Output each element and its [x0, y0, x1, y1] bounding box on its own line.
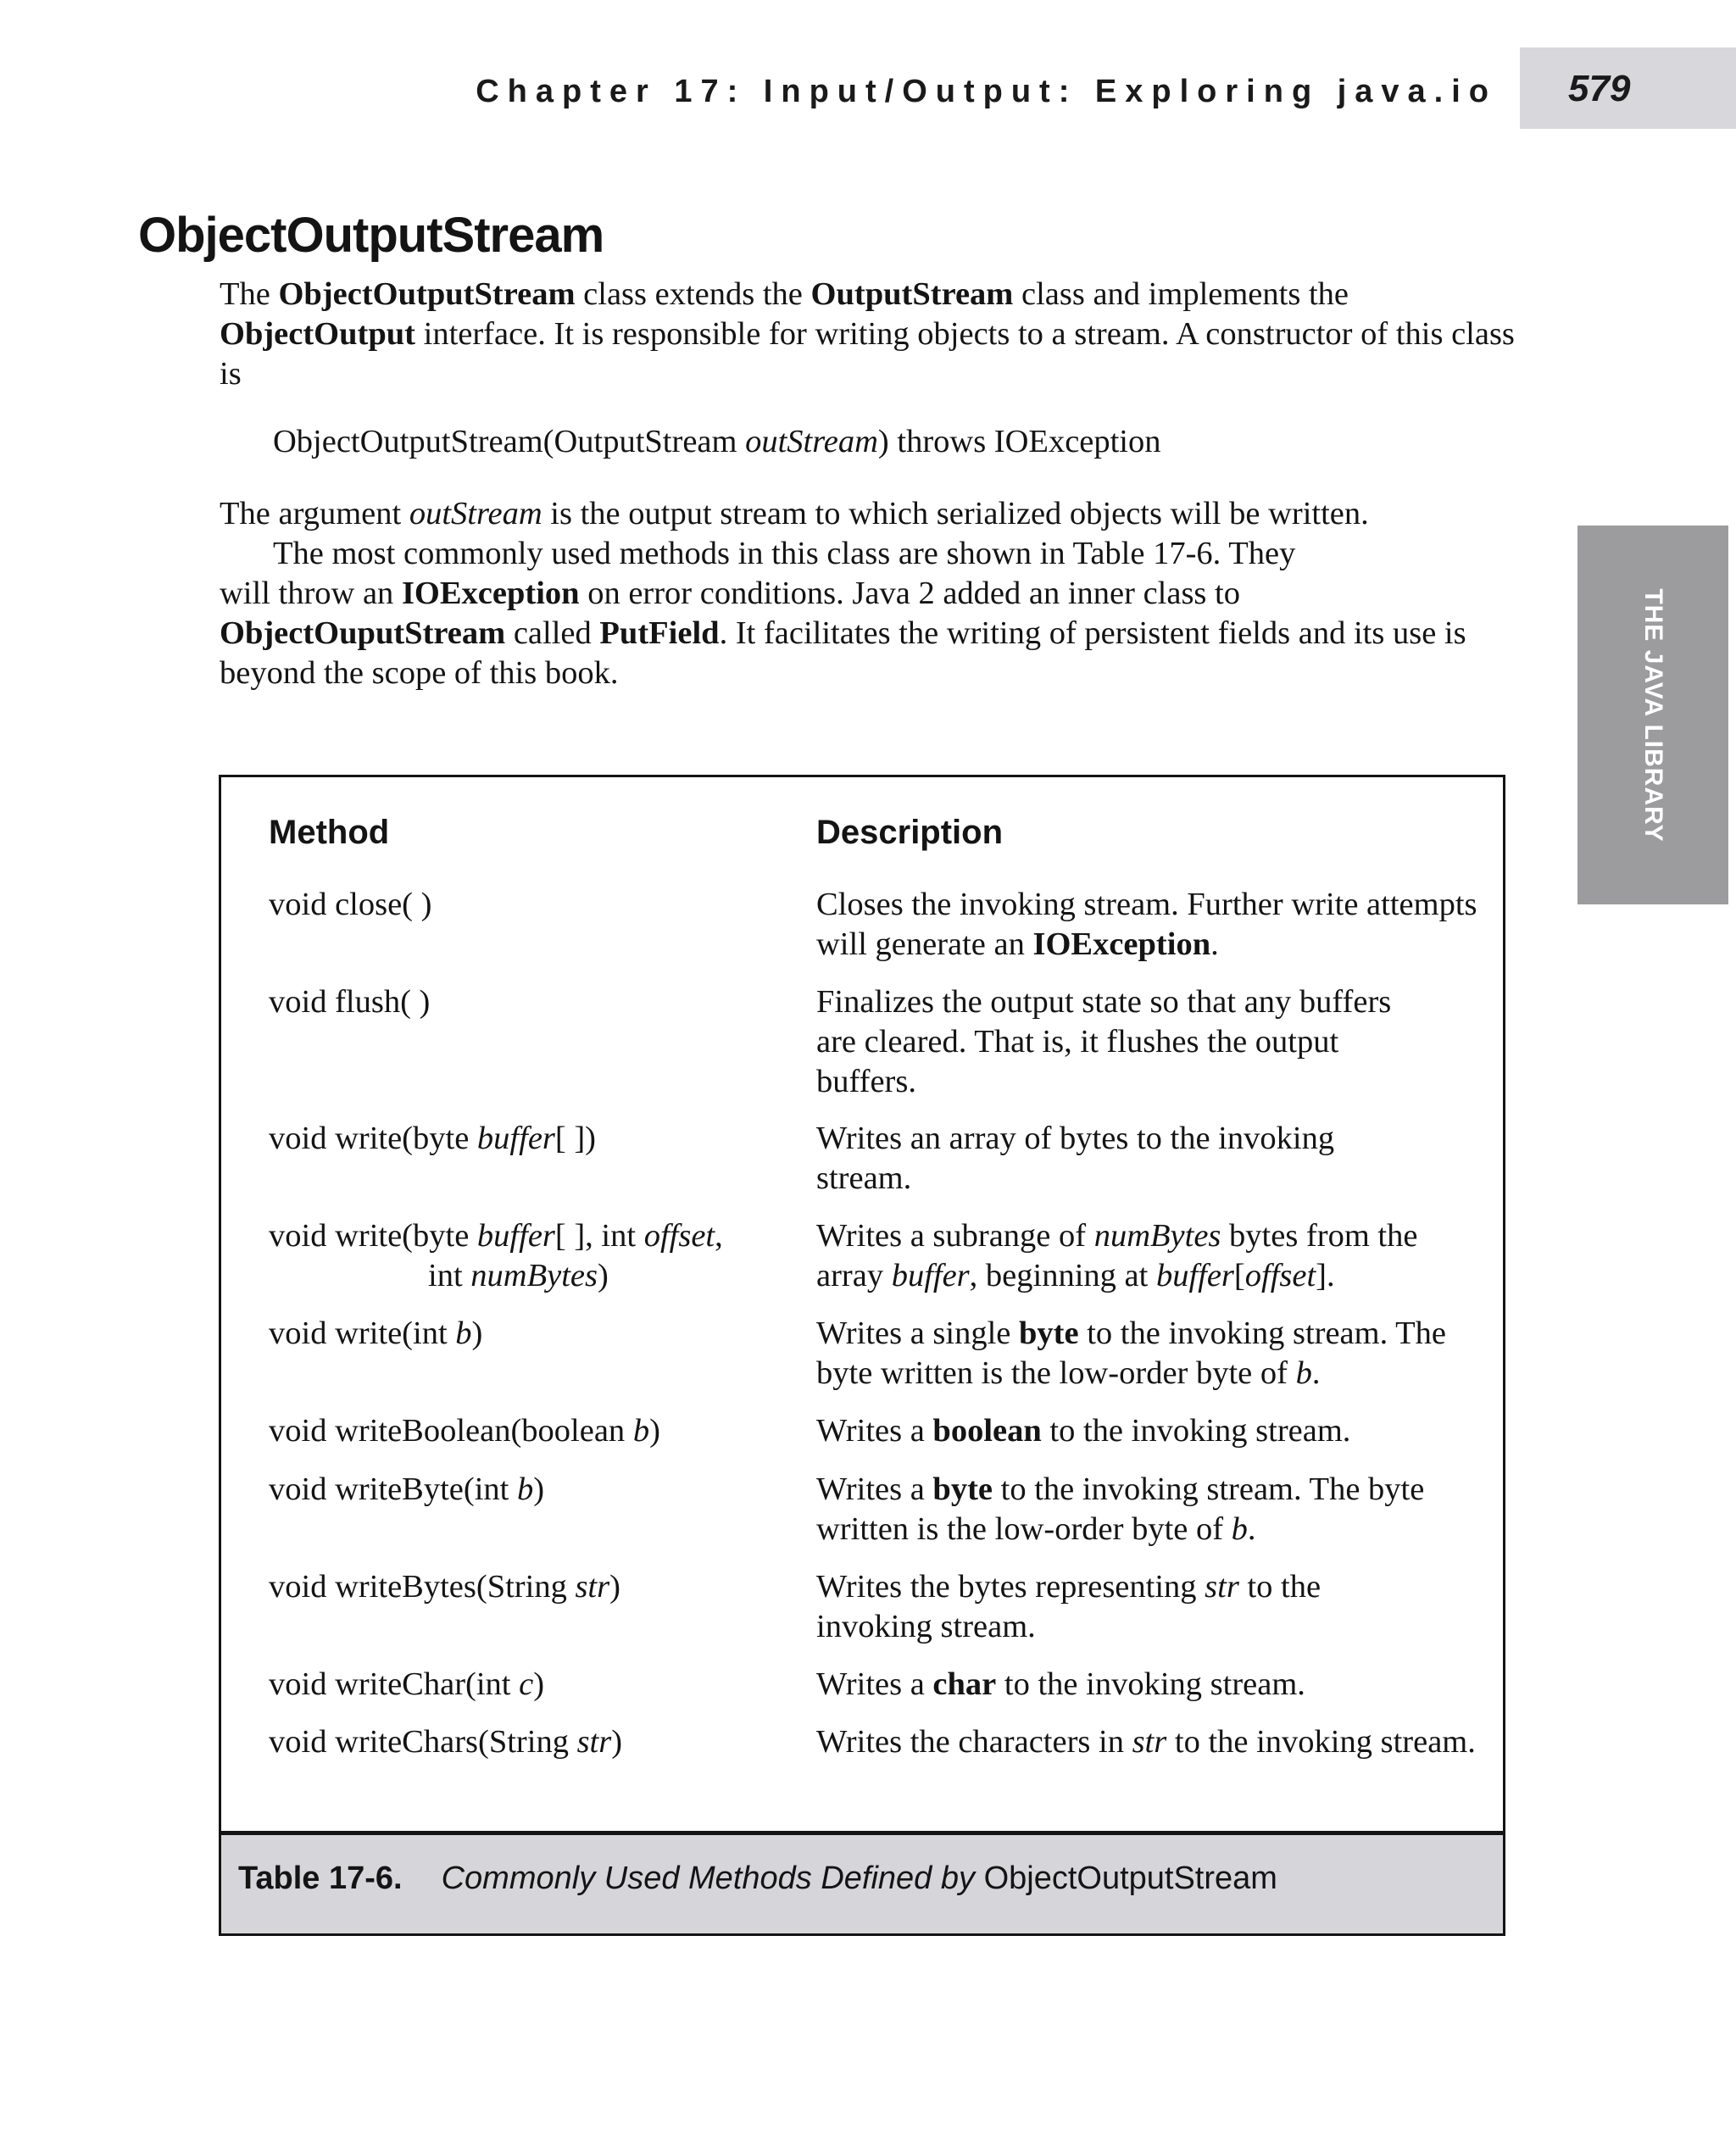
text-run: int: [428, 1258, 471, 1293]
text-run: void write(int: [269, 1316, 456, 1351]
method-write-buffer: [269, 1119, 794, 1159]
text-run: Writes a: [816, 1666, 933, 1702]
text-run: Closes the invoking stream. Further write attempts will generate an: [816, 887, 1477, 962]
text-run: void write(byte: [269, 1218, 477, 1254]
text-run: ): [533, 1666, 545, 1702]
text-run: interface. It is responsible for writing objects to a stream. A constructor of this class is: [220, 316, 1515, 392]
constructor-signature: [273, 422, 1570, 462]
text-run: void flush( ): [269, 984, 431, 1020]
description-flush: [816, 982, 1435, 1102]
text-run: ): [649, 1413, 660, 1449]
caption-body: Commonly Used Methods Defined by: [441, 1861, 984, 1896]
text-run: void write(byte: [269, 1121, 477, 1156]
text-run: ].: [1316, 1258, 1335, 1293]
text-run: ObjectOutputStream(OutputStream: [273, 424, 746, 459]
text-run: ,: [715, 1218, 723, 1254]
param-name: str: [1205, 1569, 1239, 1605]
text-run: Finalizes the output state so that any buffers are cleared. That is, it flushes the output buffers.: [816, 984, 1392, 1099]
text-run: .: [1311, 1355, 1321, 1391]
text-run: to the invoking stream. The byte written is the low-order byte of: [816, 1471, 1425, 1547]
exception-name: IOException: [1032, 926, 1211, 962]
text-run: on error conditions. Java 2 added an inner class to: [579, 576, 1240, 611]
page-number: 579: [1568, 68, 1631, 109]
column-header-description: Description: [816, 814, 1004, 851]
text-run: The: [220, 276, 279, 312]
type-name: byte: [932, 1471, 993, 1507]
param-name: offset: [1244, 1258, 1316, 1293]
class-name: PutField: [599, 615, 720, 651]
text-run: to the invoking stream. The byte written is the low-order byte of: [816, 1316, 1447, 1391]
text-run: The most commonly used methods in this class are shown in Table 17-6. They: [273, 536, 1296, 571]
text-run: ): [471, 1316, 483, 1351]
param-name: buffer: [476, 1218, 555, 1254]
caption-class-name: ObjectOutputStream: [983, 1861, 1277, 1896]
method-close: [269, 885, 794, 925]
text-run: void close( ): [269, 887, 432, 922]
text-run: Writes an array of bytes to the invoking stream.: [816, 1121, 1335, 1196]
argument-paragraph: [220, 494, 1516, 534]
text-run: ) throws IOException: [877, 424, 1161, 459]
param-name: b: [1231, 1511, 1248, 1547]
intro-paragraph: [220, 275, 1516, 394]
param-name: str: [1132, 1724, 1167, 1760]
text-run: void writeByte(int: [269, 1471, 517, 1507]
chapter-title: Chapter 17: Input/Output: Exploring java.io: [476, 74, 1497, 109]
param-name: c: [519, 1666, 534, 1702]
type-name: boolean: [932, 1413, 1042, 1449]
text-run: [ ]): [554, 1121, 596, 1156]
method-write-subrange: [269, 1216, 794, 1296]
param-name: buffer: [476, 1121, 555, 1156]
method-write-bytes: [269, 1567, 794, 1607]
param-name: buffer: [891, 1258, 970, 1293]
text-run: Writes a single: [816, 1316, 1020, 1351]
class-name: OutputStream: [810, 276, 1014, 312]
description-write-bytes: [816, 1567, 1435, 1647]
table-caption: [221, 1831, 1503, 1933]
type-name: byte: [1019, 1316, 1079, 1351]
text-run: .: [1247, 1511, 1256, 1547]
param-name: str: [575, 1569, 610, 1605]
param-name: buffer: [1155, 1258, 1234, 1293]
text-run: to the invoking stream.: [996, 1666, 1305, 1702]
method-write-int: [269, 1314, 794, 1354]
method-write-chars: [269, 1722, 794, 1762]
text-run: ): [533, 1471, 545, 1507]
description-write-char: [816, 1665, 1494, 1705]
method-write-boolean: [269, 1411, 794, 1451]
caption-label: Table 17-6.: [238, 1861, 403, 1896]
text-run: to the invoking stream.: [1166, 1724, 1476, 1760]
param-name: b: [1295, 1355, 1312, 1391]
methods-paragraph: [220, 534, 1516, 693]
text-run: void writeBoolean(boolean: [269, 1413, 633, 1449]
text-run: Writes the characters in: [816, 1724, 1132, 1760]
text-run: class and implements the: [1013, 276, 1349, 312]
column-header-method: Method: [269, 814, 390, 851]
param-name: b: [516, 1471, 534, 1507]
text-run: ): [611, 1724, 623, 1760]
param-name: outStream: [745, 424, 878, 459]
text-run: class extends the: [575, 276, 811, 312]
description-write-chars: [816, 1722, 1494, 1762]
text-run: bytes from the array: [816, 1218, 1418, 1293]
text-run: Writes a: [816, 1471, 933, 1507]
description-write-int: [816, 1314, 1494, 1393]
text-run: Writes the bytes representing: [816, 1569, 1205, 1605]
section-heading: ObjectOutputStream: [138, 208, 604, 263]
text-run: Writes a: [816, 1413, 933, 1449]
text-run: void writeBytes(String: [269, 1569, 576, 1605]
text-run: The argument: [220, 496, 409, 531]
param-name: numBytes: [470, 1258, 598, 1293]
type-name: char: [932, 1666, 997, 1702]
text-run: .: [1210, 926, 1219, 962]
param-name: outStream: [409, 496, 542, 531]
interface-name: ObjectOutput: [220, 316, 415, 352]
text-run: to the invoking stream.: [816, 1569, 1321, 1644]
description-write-byte: [816, 1470, 1494, 1549]
class-name: ObjectOutputStream: [278, 276, 576, 312]
param-name: numBytes: [1093, 1218, 1221, 1254]
side-tab-label: THE JAVA LIBRARY: [1639, 587, 1667, 843]
method-write-byte: [269, 1470, 794, 1510]
text-run: ): [609, 1569, 620, 1605]
text-run: called: [505, 615, 600, 651]
description-write-boolean: [816, 1411, 1494, 1451]
exception-name: IOException: [401, 576, 580, 611]
text-run: [: [1233, 1258, 1245, 1293]
side-tab: [1577, 526, 1728, 904]
text-run: to the invoking stream.: [1041, 1413, 1351, 1449]
param-name: offset: [643, 1218, 715, 1254]
text-run: void writeChars(String: [269, 1724, 577, 1760]
text-run: [ ], int: [554, 1218, 644, 1254]
text-run: will throw an: [220, 576, 402, 611]
description-write-buffer: [816, 1119, 1435, 1199]
method-flush: [269, 982, 794, 1022]
text-run: . It facilitates the writing of persistent fields and its use is beyond the scope of this book.: [220, 615, 1466, 691]
text-run: Writes a subrange of: [816, 1218, 1094, 1254]
text-run: ): [597, 1258, 609, 1293]
method-write-char: [269, 1665, 794, 1705]
description-close: [816, 885, 1494, 965]
description-write-subrange: [816, 1216, 1461, 1296]
caption-text: [238, 1861, 1277, 1897]
text-run: is the output stream to which serialized objects will be written.: [542, 496, 1369, 531]
param-name: b: [455, 1316, 472, 1351]
class-name: ObjectOuputStream: [220, 615, 506, 651]
param-name: str: [576, 1724, 612, 1760]
text-run: void writeChar(int: [269, 1666, 520, 1702]
text-run: , beginning at: [969, 1258, 1156, 1293]
param-name: b: [632, 1413, 650, 1449]
